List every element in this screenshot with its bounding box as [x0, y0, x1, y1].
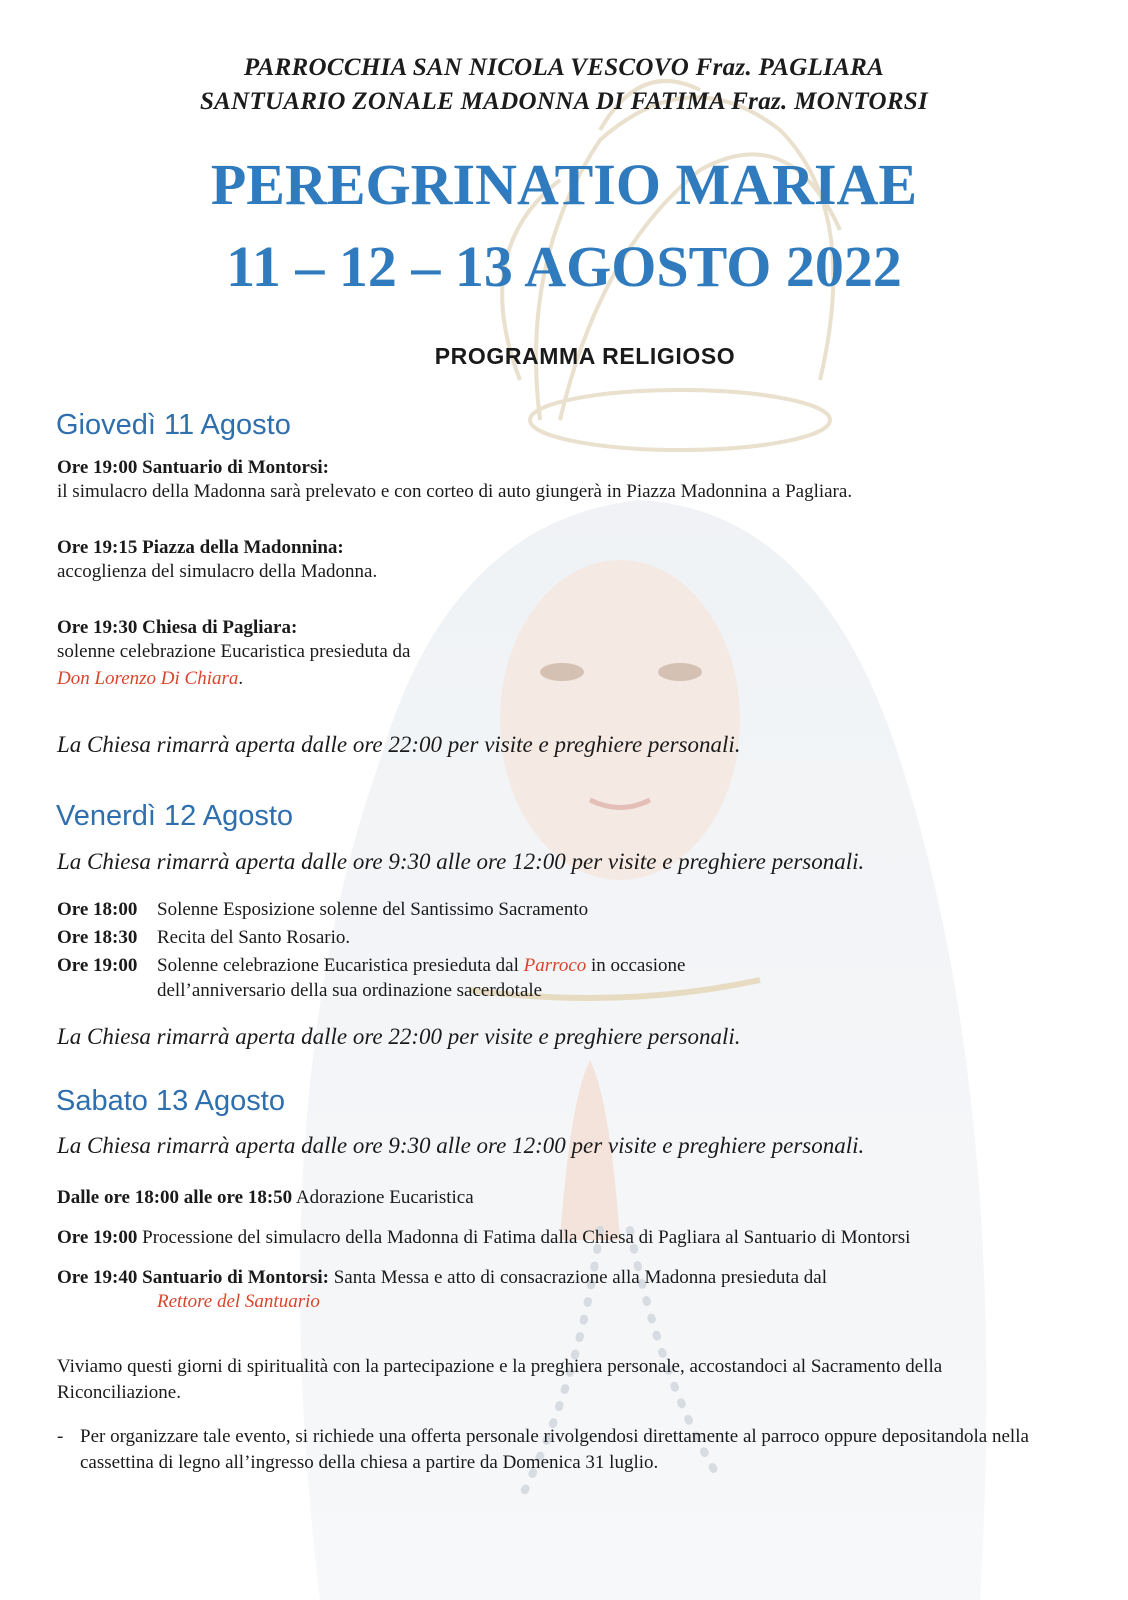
day1-heading: Giovedì 11 Agosto: [56, 409, 291, 441]
program-title: PROGRAMMA RELIGIOSO: [434, 343, 736, 369]
day2-schedule-3: Ore 19:00 Solenne celebrazione Eucaristica presieduta dal Parroco in occasione: [57, 955, 686, 976]
day1-event1-head: Ore 19:00 Santuario di Montorsi:: [57, 457, 329, 478]
day1-event2-text: accoglienza del simulacro della Madonna.: [57, 561, 378, 582]
sanctuary-header: SANTUARIO ZONALE MADONNA DI FATIMA Fraz. MONTORSI: [199, 88, 929, 115]
day3-celebrant: [157, 1291, 320, 1313]
day1-event3-head: Ore 19:30 Chiesa di Pagliara:: [57, 617, 298, 638]
day1-event1-text: il simulacro della Madonna sarà prelevato e con corteo di auto giungerà in Piazza Madonnina a Pagliara.: [57, 481, 853, 502]
day2-closing: La Chiesa rimarrà aperta dalle ore 22:00 per visite e preghiere personali.: [57, 1024, 741, 1049]
day1-closing: La Chiesa rimarrà aperta dalle ore 22:00 per visite e preghiere personali.: [57, 732, 741, 757]
day3-schedule-1: Dalle ore 18:00 alle ore 18:50 Adorazione Eucaristica: [57, 1187, 474, 1208]
parroco-label: Parroco: [523, 955, 587, 976]
day2-schedule-1: Ore 18:00 Solenne Esposizione solenne del Santissimo Sacramento: [57, 899, 589, 920]
day2-schedule-3-continued: dell’anniversario della sua ordinazione sacerdotale: [157, 980, 543, 1001]
offering-note: Per organizzare tale evento, si richiede una offerta personale rivolgendosi direttamente al parroco oppure depositandola nella cassettina di legno all’ingresso della chiesa a partire da Domenica 31 luglio.: [80, 1426, 1029, 1473]
rettore-label: Rettore del Santuario: [157, 1291, 320, 1312]
day3-heading: Sabato 13 Agosto: [56, 1085, 285, 1117]
event-title: PEREGRINATIO MARIAE: [210, 152, 918, 217]
day3-schedule-3: Ore 19:40 Santuario di Montorsi: Santa Messa e atto di consacrazione alla Madonna presieduta dal: [57, 1267, 828, 1288]
day1-event2-head: Ore 19:15 Piazza della Madonnina:: [57, 537, 344, 558]
day1-event3-celebrant: Don Lorenzo Di Chiara.: [57, 668, 244, 689]
day2-opening: La Chiesa rimarrà aperta dalle ore 9:30 alle ore 12:00 per visite e preghiere personali.: [57, 849, 865, 874]
event-dates: 11 – 12 – 13 AGOSTO 2022: [226, 234, 902, 299]
day3-schedule-2: Ore 19:00 Processione del simulacro della Madonna di Fatima dalla Chiesa di Pagliara al Santuario di Montorsi: [57, 1227, 911, 1248]
note-dash: -: [57, 1426, 64, 1447]
celebrant-name: Don Lorenzo Di Chiara: [57, 668, 239, 689]
parish-header: PARROCCHIA SAN NICOLA VESCOVO Fraz. PAGLIARA: [243, 54, 885, 81]
day3-opening: La Chiesa rimarrà aperta dalle ore 9:30 alle ore 12:00 per visite e preghiere personali.: [57, 1133, 865, 1158]
day2-schedule-2: Ore 18:30 Recita del Santo Rosario.: [57, 927, 351, 948]
day1-event3-text: solenne celebrazione Eucaristica presieduta da: [57, 641, 411, 662]
day2-heading: Venerdì 12 Agosto: [56, 800, 294, 832]
spirituality-paragraph: Viviamo questi giorni di spiritualità con la partecipazione e la preghiera personale, accostandoci al Sacramento della Riconciliazione.: [57, 1356, 943, 1403]
